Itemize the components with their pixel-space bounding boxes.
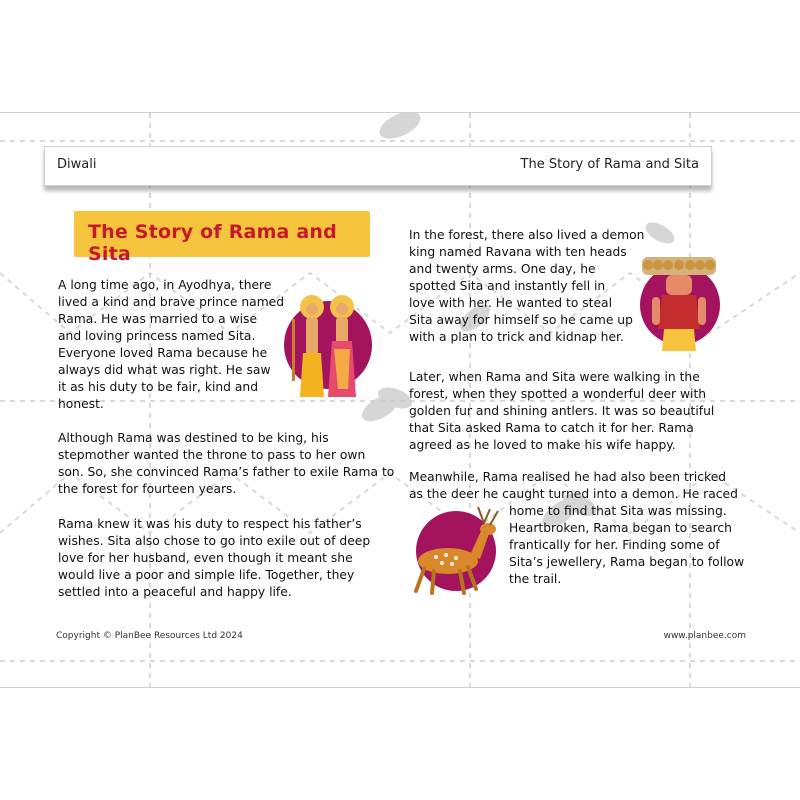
website-link[interactable]: www.planbee.com <box>663 631 746 641</box>
text-line: always did what was right. He saw <box>58 363 271 377</box>
ravana-illustration <box>636 243 722 355</box>
paragraph-ravana <box>409 227 644 346</box>
text-line: Everyone loved Rama because he <box>58 346 268 360</box>
text-line: forest, when they spotted a wonderful deer with <box>409 387 707 401</box>
text-line: agreed as he loved to make his wife happy. <box>409 438 676 452</box>
text-line: Rama. He was married to a wise <box>58 312 258 326</box>
text-line: Although Rama was destined to be king, his <box>58 431 329 445</box>
text-line: king named Ravana with ten heads <box>409 245 627 259</box>
text-line: In the forest, there also lived a demon <box>409 228 645 242</box>
text-line: with a plan to trick and kidnap her. <box>409 330 624 344</box>
text-line: Sita away for himself so he came up <box>409 313 633 327</box>
text-line: Later, when Rama and Sita were walking in the <box>409 370 700 384</box>
text-line: settled into a peaceful and happy life. <box>58 585 292 599</box>
title-banner <box>74 211 370 265</box>
golden-deer-illustration <box>404 503 504 595</box>
text-line: the trail. <box>509 572 562 586</box>
text-line: the forest for fourteen years. <box>58 482 237 496</box>
text-line: it as his duty to be fair, kind and <box>58 380 258 394</box>
worksheet-page <box>0 112 800 688</box>
header-bar <box>44 146 712 186</box>
paragraph-duty <box>58 516 370 601</box>
header-subject: Diwali <box>57 157 97 172</box>
text-line: stepmother wanted the throne to pass to her own <box>58 448 366 462</box>
page-title: The Story of Rama and Sita <box>88 221 337 265</box>
text-line: home to find that Sita was missing. <box>509 504 727 518</box>
paragraph-intro <box>58 277 284 413</box>
text-line: love for her husband, even though it meant she <box>58 551 353 565</box>
text-line: A long time ago, in Ayodhya, there <box>58 278 272 292</box>
header-title: The Story of Rama and Sita <box>520 157 699 172</box>
text-line: frantically for her. Finding some of <box>509 538 720 552</box>
text-line: spotted Sita and instantly fell in <box>409 279 606 293</box>
text-line: Sita’s jewellery, Rama began to follow <box>509 555 745 569</box>
text-line: lived a kind and brave prince named <box>58 295 285 309</box>
text-line: and twenty arms. One day, he <box>409 262 596 276</box>
text-line: that Sita asked Rama to catch it for her. Rama <box>409 421 694 435</box>
paragraph-deer <box>409 369 714 454</box>
paragraph-exile <box>58 430 394 498</box>
copyright-text: Copyright © PlanBee Resources Ltd 2024 <box>56 631 243 641</box>
text-line: as the deer he caught turned into a demon. He raced <box>409 487 738 501</box>
text-line: love with her. He wanted to steal <box>409 296 613 310</box>
text-line: golden fur and shining antlers. It was so beautiful <box>409 404 715 418</box>
text-line: wishes. Sita also chose to go into exile out of deep <box>58 534 371 548</box>
text-line: Rama knew it was his duty to respect his father’s <box>58 517 362 531</box>
text-line: would live a poor and simple life. Together, they <box>58 568 355 582</box>
text-line: son. So, she convinced Rama’s father to exile Rama to <box>58 465 395 479</box>
text-line: and loving princess named Sita. <box>58 329 256 343</box>
rama-and-sita-illustration <box>282 289 372 401</box>
text-line: Heartbroken, Rama began to search <box>509 521 732 535</box>
text-line: honest. <box>58 397 104 411</box>
text-line: Meanwhile, Rama realised he had also been tricked <box>409 470 727 484</box>
